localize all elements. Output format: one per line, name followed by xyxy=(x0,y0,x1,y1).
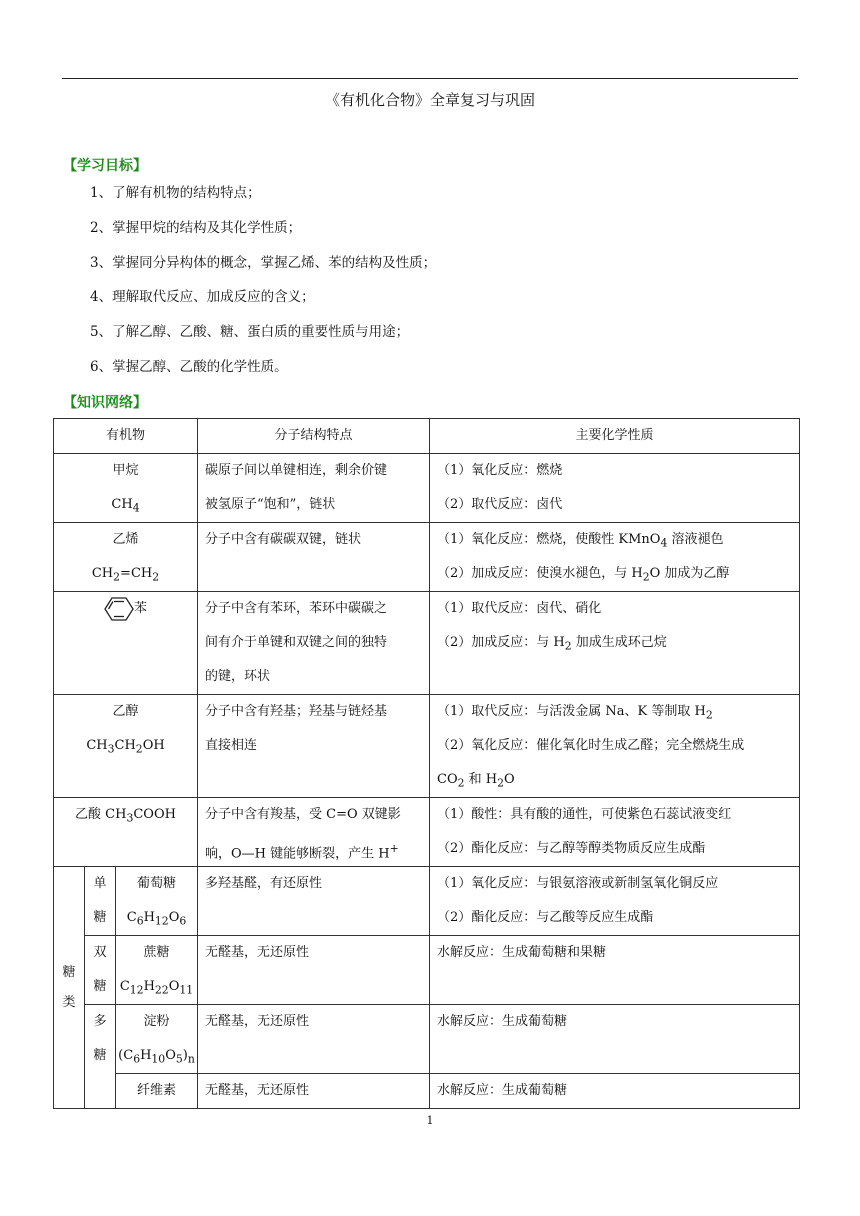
table-row-ethylene xyxy=(54,523,800,592)
goal-item: 5、了解乙醇、乙酸、糖、蛋白质的重要性质与用途； xyxy=(90,324,410,341)
properties-cell: （1）酸性：具有酸的通性，可使紫色石蕊试液变红 （2）酯化反应：与乙醇等醇类物质反应生成酯 xyxy=(430,798,800,867)
compound-cell xyxy=(54,592,198,695)
compound-cell xyxy=(116,1074,198,1109)
table-row-benzene xyxy=(54,592,800,695)
properties-cell: （1）取代反应：与活泼金属 Na、K 等制取 $H_2$ （2）氧化反应：催化氧化时生成乙醛；完全燃烧生成 $CO_2$ 和 $H_2O$ xyxy=(430,695,800,798)
goals-heading: 【学习目标】 xyxy=(63,158,147,174)
structure-cell: 无醛基，无还原性 xyxy=(198,1005,430,1074)
goal-item: 1、了解有机物的结构特点； xyxy=(90,185,261,201)
structure-cell: 多羟基醛，有还原性 xyxy=(198,867,430,936)
compound-name: 苯 xyxy=(133,601,147,616)
structure-cell: 无醛基，无还原性 xyxy=(198,1074,430,1109)
goals-list xyxy=(90,182,436,391)
goal-item: 4、理解取代反应、加成反应的含义； xyxy=(90,289,315,306)
compound-formula: $CH_3CH_2OH$ xyxy=(86,738,165,756)
benzene-ring-icon xyxy=(104,596,134,622)
structure-cell: 分子中含有碳碳双键，链状 xyxy=(198,523,430,592)
goal-item: 3、掌握同分异构体的概念，掌握乙烯、苯的结构及性质； xyxy=(90,254,437,271)
compound-cell xyxy=(116,1005,198,1074)
table-row-sucrose xyxy=(54,936,800,1005)
document-title: 《有机化合物》全章复习与巩固 xyxy=(324,91,535,109)
table-header-row xyxy=(54,419,800,454)
knowledge-network-table xyxy=(53,418,800,1109)
compound-formula: $(C_6H_{10}O_5)_n$ xyxy=(118,1048,195,1066)
header-rule xyxy=(62,78,798,79)
table-row-ethanol xyxy=(54,695,800,798)
table-row-methane xyxy=(54,454,800,523)
compound-name: 纤维素 xyxy=(136,1083,176,1098)
table-row-starch xyxy=(54,1005,800,1074)
compound-name: 乙酸 $CH_3COOH$ xyxy=(75,807,176,825)
network-heading: 【知识网络】 xyxy=(63,395,147,411)
goal-item: 2、掌握甲烷的结构及其化学性质； xyxy=(90,219,302,236)
compound-formula: $C_{12}H_{22}O_{11}$ xyxy=(119,979,194,997)
compound-name: 淀粉 xyxy=(143,1014,170,1029)
properties-cell: 水解反应：生成葡萄糖和果糖 xyxy=(430,936,800,1005)
compound-cell xyxy=(116,867,198,936)
compound-name: 蔗糖 xyxy=(143,945,170,960)
structure-cell: 碳原子间以单键相连，剩余价键 被氢原子“饱和”，链状 xyxy=(198,454,430,523)
structure-cell: 分子中含有羟基；羟基与链烃基 直接相连 xyxy=(198,695,430,798)
compound-formula: $CH_2=CH_2$ xyxy=(91,566,160,584)
structure-cell: 无醛基，无还原性 xyxy=(198,936,430,1005)
properties-cell: （1）取代反应：卤代、硝化 （2）加成反应：与 $H_2$ 加成生成环己烷 xyxy=(430,592,800,695)
compound-cell xyxy=(54,695,198,798)
compound-cell xyxy=(116,936,198,1005)
structure-cell: 分子中含有羧基，受 C=O 双键影 响，O—H 键能够断裂，产生 H+ xyxy=(198,798,430,867)
table-row-acetic-acid xyxy=(54,798,800,867)
goal-item: 6、掌握乙醇、乙酸的化学性质。 xyxy=(90,358,288,375)
header-cell-compound: 有机物 xyxy=(54,419,198,454)
compound-cell xyxy=(54,523,198,592)
compound-name: 乙醇 xyxy=(112,704,139,719)
properties-cell: 水解反应：生成葡萄糖 xyxy=(430,1005,800,1074)
structure-cell: 分子中含有苯环，苯环中碳碳之 间有介于单键和双键之间的独特 的键，环状 xyxy=(198,592,430,695)
compound-formula: $CH_4$ xyxy=(111,497,140,515)
compound-cell xyxy=(54,454,198,523)
compound-name: 乙烯 xyxy=(112,532,139,547)
sugar-category-cell: 双 糖 xyxy=(85,936,116,1005)
compound-name: 葡萄糖 xyxy=(136,876,176,891)
properties-cell: 水解反应：生成葡萄糖 xyxy=(430,1074,800,1109)
sugar-category-cell: 单 糖 xyxy=(85,867,116,936)
page-number: 1 xyxy=(426,1114,434,1127)
properties-cell: （1）氧化反应：燃烧，使酸性 KMnO$_4$ 溶液褪色 （2）加成反应：使溴水褪色，与 $H_2O$ 加成为乙醇 xyxy=(430,523,800,592)
compound-formula: $C_6H_{12}O_6$ xyxy=(126,910,187,928)
compound-name: 甲烷 xyxy=(112,463,139,478)
table-row-glucose xyxy=(54,867,800,936)
sugar-group-cell: 糖 类 xyxy=(54,867,85,1109)
header-cell-structure: 分子结构特点 xyxy=(198,419,430,454)
header-cell-properties: 主要化学性质 xyxy=(430,419,800,454)
sugar-category-cell: 多 糖 xyxy=(85,1005,116,1109)
compound-cell xyxy=(54,798,198,867)
properties-cell: （1）氧化反应：与银氨溶液或新制氢氧化铜反应 （2）酯化反应：与乙酸等反应生成酯 xyxy=(430,867,800,936)
table-row-cellulose xyxy=(54,1074,800,1109)
properties-cell: （1）氧化反应：燃烧 （2）取代反应：卤代 xyxy=(430,454,800,523)
